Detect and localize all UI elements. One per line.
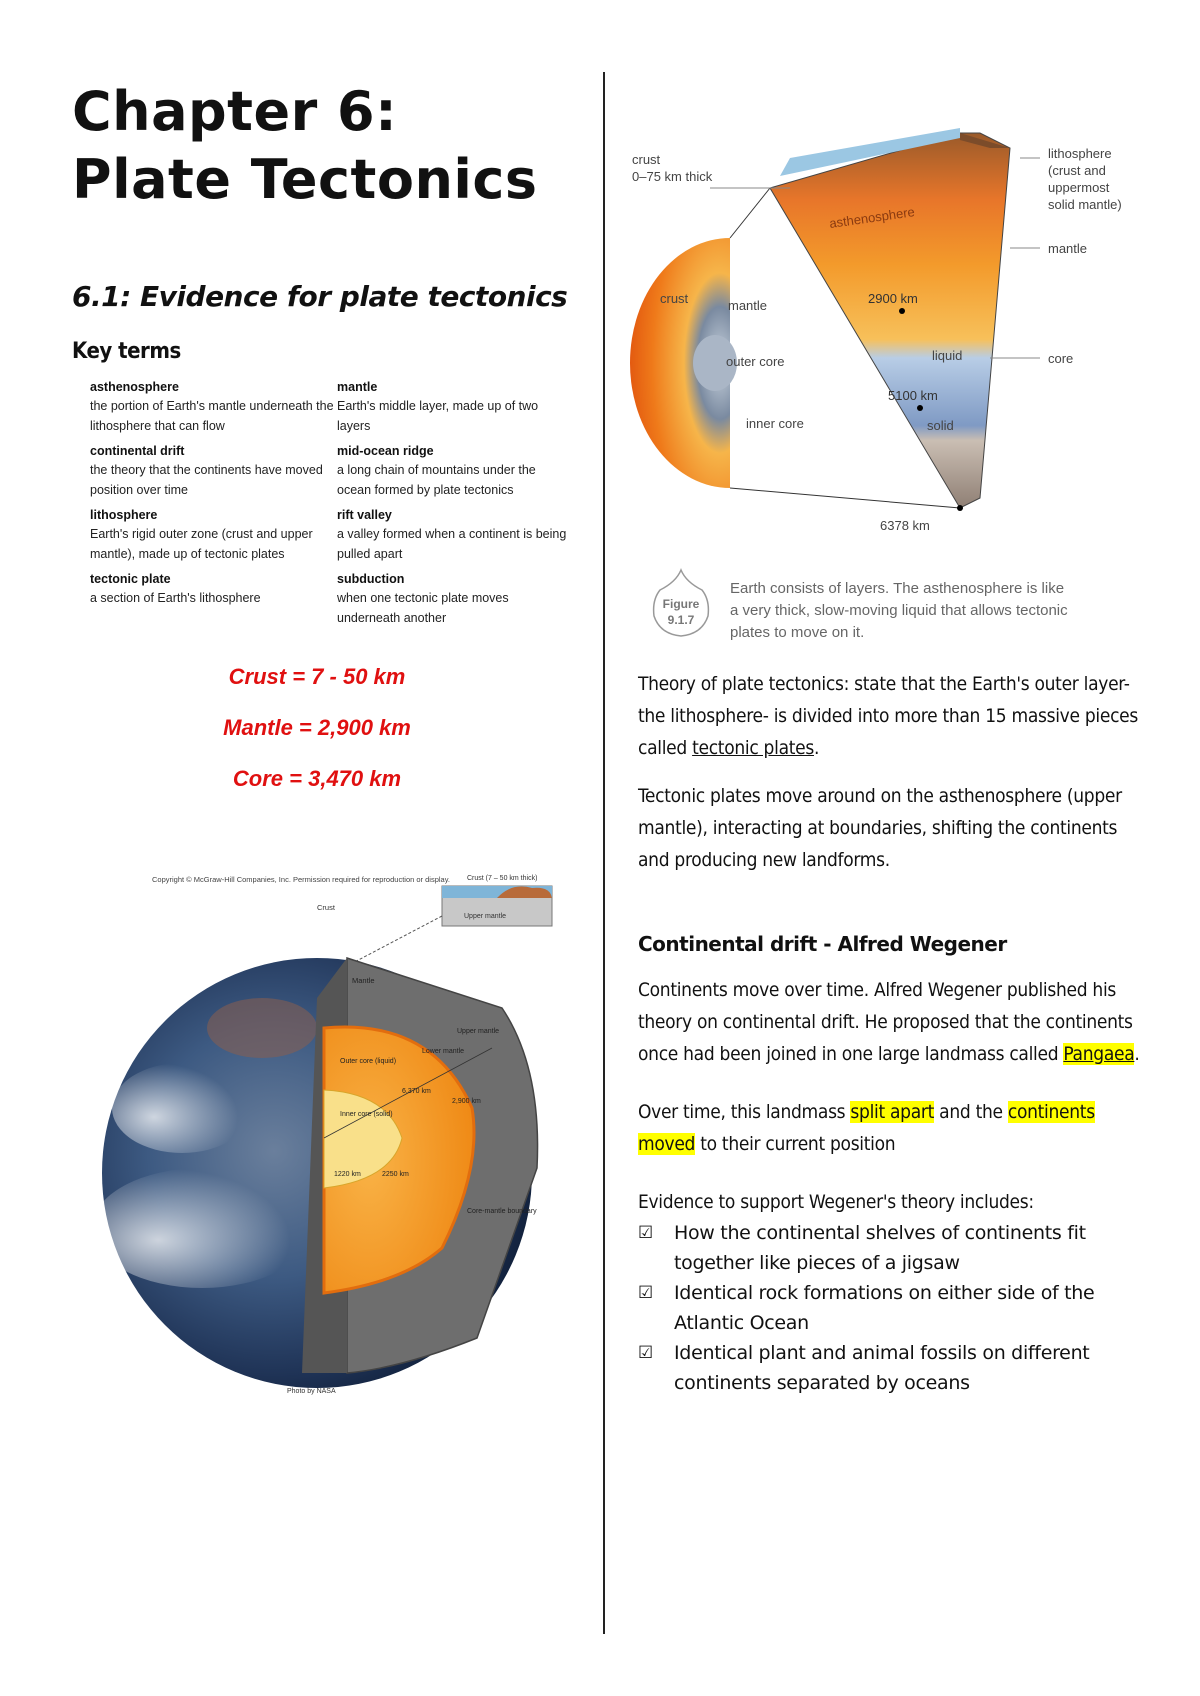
label-6378km: 6378 km	[880, 518, 930, 533]
evidence-item	[638, 1218, 1148, 1278]
crust-measurement: Crust = 7 - 50 km	[228, 664, 406, 689]
key-term	[337, 442, 567, 500]
key-term-definition: the theory that the continents have moved position over time	[90, 463, 323, 497]
key-term-definition: the portion of Earth's mantle underneath the lithosphere that can flow	[90, 399, 334, 433]
evidence-text: How the continental shelves of continents fit together like pieces of a jigsaw	[674, 1222, 1086, 1274]
label-lithosphere: lithosphere	[1048, 146, 1112, 161]
checkbox-icon: ☑	[638, 1283, 653, 1303]
earth-cutaway-illustration	[72, 868, 582, 1398]
wegener-text: Continents move over time. Alfred Wegener published his theory on continental drift. He proposed that the continents once had been joined in one large landmass called	[638, 979, 1133, 1065]
chapter-name: Plate Tectonics	[72, 148, 538, 211]
key-term-name: tectonic plate	[90, 572, 171, 586]
continent-patch	[207, 998, 317, 1058]
key-term-definition: Earth's middle layer, made up of two layers	[337, 399, 539, 433]
key-term	[90, 506, 337, 564]
label-core-right: core	[1048, 351, 1074, 366]
right-column	[632, 118, 1148, 1398]
globe-inner-core-label: Inner core (solid)	[340, 1111, 393, 1118]
label-crust-left: crust	[660, 291, 689, 306]
label-2900km: 2900 km	[868, 291, 918, 306]
label-solid: solid	[927, 418, 954, 433]
evidence-list	[638, 1218, 1148, 1398]
key-term	[337, 570, 567, 628]
globe-r2900: 2,900 km	[452, 1098, 481, 1105]
globe-r1220: 1220 km	[334, 1171, 361, 1178]
chapter-title	[72, 78, 582, 214]
globe-copyright: Copyright © McGraw-Hill Companies, Inc. Permission required for reproduction or display.	[152, 875, 450, 884]
left-column	[72, 78, 582, 817]
globe-crust-label: Crust	[317, 903, 335, 912]
layers-wedge	[770, 133, 1010, 508]
theory-end: .	[813, 737, 820, 759]
label-outer-core: outer core	[726, 354, 785, 369]
evidence-text: Identical plant and animal fossils on different continents separated by oceans	[674, 1342, 1090, 1394]
column-divider	[603, 72, 605, 1634]
label-lithosphere-3: uppermost	[1048, 180, 1110, 195]
key-term-definition: a valley formed when a continent is being pulled apart	[337, 527, 567, 561]
evidence-item	[638, 1278, 1148, 1338]
key-terms-heading: Key terms	[72, 339, 181, 364]
key-term-name: continental drift	[90, 444, 185, 458]
wegener-paragraph	[638, 974, 1148, 1070]
label-crust-top: crust	[632, 152, 661, 167]
label-inner-core: inner core	[746, 416, 804, 431]
split-text-a: Over time, this landmass	[638, 1101, 851, 1123]
figure-badge-label: Figure	[662, 597, 700, 611]
key-term	[90, 378, 337, 436]
plates-move-paragraph: Tectonic plates move around on the asthenosphere (upper mantle), interacting at boundaries, shifting the continents and producing new landforms.	[638, 785, 1122, 871]
key-term-definition: a long chain of mountains under the ocean formed by plate tectonics	[337, 463, 536, 497]
figure-badge-icon	[650, 568, 712, 638]
key-term-name: lithosphere	[90, 508, 158, 522]
chapter-number: Chapter 6:	[72, 80, 398, 143]
earth-cutaway-figure	[72, 868, 582, 1398]
key-term-definition: a section of Earth's lithosphere	[90, 591, 261, 605]
evidence-text: Identical rock formations on either side of the Atlantic Ocean	[674, 1282, 1095, 1334]
theory-text: Theory of plate tectonics: state that the Earth's outer layer- the lithosphere- is divided into more than 15 massive pieces called	[638, 673, 1138, 759]
figure-caption: Earth consists of layers. The asthenosphere is like a very thick, slow-moving liquid that allows tectonic plates to move on it.	[730, 580, 1068, 641]
continents-moved-highlight: continents moved	[638, 1101, 1095, 1155]
globe-r2250: 2250 km	[382, 1171, 409, 1178]
layer-measurements	[72, 664, 562, 792]
globe-upper-mantle-label: Upper mantle	[457, 1028, 500, 1035]
key-term	[337, 378, 567, 436]
checkbox-icon: ☑	[638, 1223, 653, 1243]
key-term-name: subduction	[337, 572, 405, 586]
key-term-name: rift valley	[337, 508, 392, 522]
label-liquid: liquid	[932, 348, 963, 363]
figure-badge-number: 9.1.7	[667, 613, 695, 627]
split-apart-paragraph	[638, 1096, 1148, 1160]
key-term	[337, 506, 567, 564]
split-text-b: and the	[934, 1101, 1008, 1123]
label-mantle-right: mantle	[1048, 241, 1088, 256]
key-terms-col2	[337, 378, 567, 634]
globe-mantle-label: Mantle	[352, 976, 375, 985]
core-measurement: Core = 3,470 km	[232, 766, 402, 791]
key-term-definition: Earth's rigid outer zone (crust and upper mantle), made up of tectonic plates	[90, 527, 313, 561]
globe-outer-core-label: Outer core (liquid)	[340, 1058, 397, 1065]
key-term-name: mantle	[337, 380, 378, 394]
marker-6378	[957, 505, 963, 511]
evidence-intro: Evidence to support Wegener's theory includes:	[638, 1191, 1034, 1213]
label-crust-thickness: 0–75 km thick	[632, 169, 713, 184]
key-terms-col1	[90, 378, 337, 634]
checkbox-icon: ☑	[638, 1343, 653, 1363]
marker-5100	[917, 405, 923, 411]
evidence-item	[638, 1338, 1148, 1398]
label-asthenosphere: asthenosphere	[828, 204, 916, 231]
mantle-measurement: Mantle = 2,900 km	[223, 715, 411, 740]
globe-credit: Photo by NASA	[287, 1388, 336, 1395]
cloud-band	[112, 1063, 252, 1153]
key-terms-grid	[90, 378, 582, 634]
globe-r6370: 6,370 km	[402, 1088, 431, 1095]
pangaea-term: Pangaea	[1063, 1043, 1135, 1065]
inset-upper-mantle: Upper mantle	[464, 913, 507, 920]
label-5100km: 5100 km	[888, 388, 938, 403]
tectonic-plates-term: tectonic plates	[692, 737, 814, 759]
connector-top	[730, 188, 770, 238]
split-apart-highlight: split apart	[850, 1101, 935, 1123]
label-lithosphere-4: solid mantle)	[1048, 197, 1122, 212]
label-mantle-left: mantle	[728, 298, 768, 313]
key-term-name: mid-ocean ridge	[337, 444, 434, 458]
earth-layers-figure	[630, 118, 1150, 668]
label-lithosphere-2: (crust and	[1048, 163, 1106, 178]
globe-boundary-label: Core-mantle boundary	[467, 1208, 537, 1215]
section-title: 6.1: Evidence for plate tectonics	[72, 280, 568, 313]
continental-drift-heading: Continental drift - Alfred Wegener	[638, 932, 1007, 956]
inset-crust-thick: Crust (7 – 50 km thick)	[467, 875, 538, 882]
globe-lower-mantle-label: Lower mantle	[422, 1048, 465, 1055]
marker-2900	[899, 308, 905, 314]
theory-paragraph	[638, 668, 1148, 764]
key-term-definition: when one tectonic plate moves underneath another	[337, 591, 509, 625]
key-term	[90, 442, 337, 500]
key-term	[90, 570, 337, 608]
earth-layers-illustration	[630, 118, 1150, 558]
key-term-name: asthenosphere	[90, 380, 179, 394]
connector-bottom	[730, 488, 960, 508]
wegener-end: .	[1134, 1043, 1140, 1065]
split-text-c: to their current position	[695, 1133, 896, 1155]
inset-leader	[347, 916, 442, 966]
cloud-swirl	[92, 1168, 312, 1288]
